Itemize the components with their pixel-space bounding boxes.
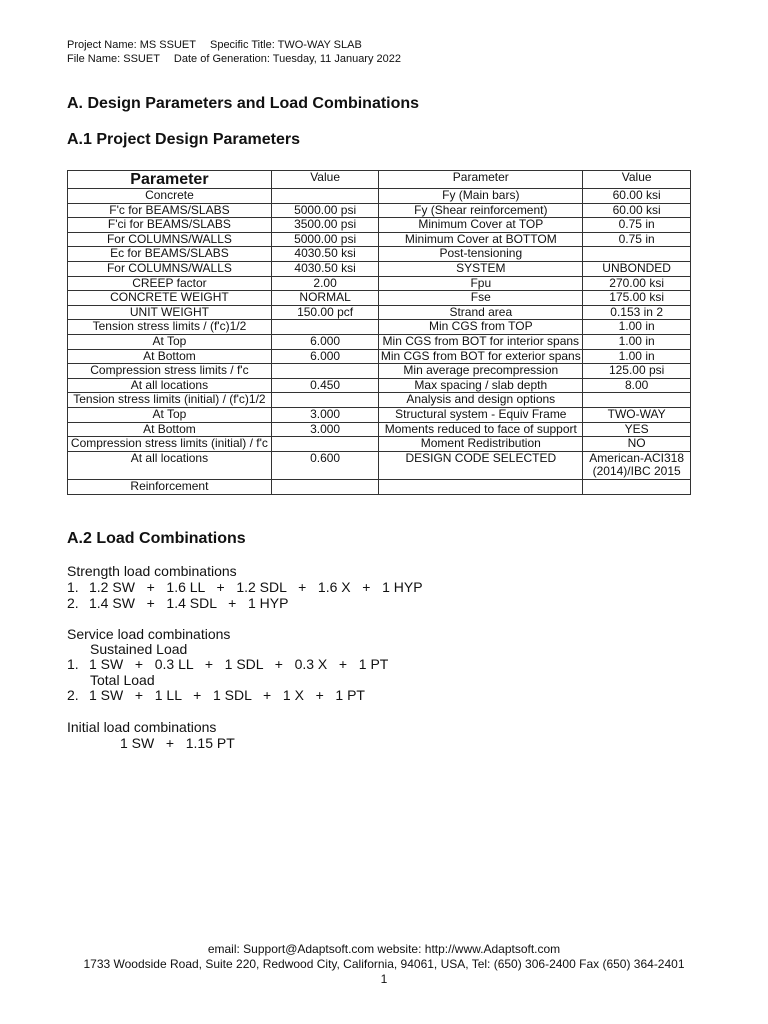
parameter-cell: Concrete bbox=[68, 189, 272, 204]
table-row bbox=[68, 276, 691, 291]
header-parameter-1: Parameter bbox=[68, 171, 272, 189]
value-cell: 150.00 pcf bbox=[271, 305, 378, 320]
value-cell: 4030.50 ksi bbox=[271, 261, 378, 276]
combo-number: 1. bbox=[67, 579, 79, 595]
parameter-cell: Fpu bbox=[379, 276, 583, 291]
parameter-cell: CREEP factor bbox=[68, 276, 272, 291]
value-cell: 0.600 bbox=[271, 451, 378, 479]
value-cell: 4030.50 ksi bbox=[271, 247, 378, 262]
service-combo-1 bbox=[67, 656, 388, 672]
parameter-cell: Fse bbox=[379, 291, 583, 306]
table-row bbox=[68, 378, 691, 393]
parameter-cell: Max spacing / slab depth bbox=[379, 378, 583, 393]
header-line-2 bbox=[67, 52, 401, 66]
table-row bbox=[68, 407, 691, 422]
parameter-cell: At Top bbox=[68, 407, 272, 422]
table-row bbox=[68, 232, 691, 247]
parameter-cell: Compression stress limits (initial) / f'c bbox=[68, 437, 272, 452]
value-cell: UNBONDED bbox=[583, 261, 691, 276]
combo-text: 1.4 SW + 1.4 SDL + 1 HYP bbox=[89, 595, 289, 611]
value-cell: 0.153 in 2 bbox=[583, 305, 691, 320]
parameter-cell: DESIGN CODE SELECTED bbox=[379, 451, 583, 479]
table-row bbox=[68, 479, 691, 494]
parameter-cell: SYSTEM bbox=[379, 261, 583, 276]
project-name: Project Name: MS SSUET bbox=[67, 39, 196, 51]
value-cell: 0.75 in bbox=[583, 218, 691, 233]
parameter-cell: Fy (Main bars) bbox=[379, 189, 583, 204]
initial-combo-1: 1 SW + 1.15 PT bbox=[120, 735, 235, 751]
footer-contact: email: Support@Adaptsoft.com website: http://www.Adaptsoft.com bbox=[207, 942, 561, 956]
sustained-load-label: Sustained Load bbox=[90, 641, 188, 657]
parameter-cell: Min CGS from TOP bbox=[379, 320, 583, 335]
parameter-cell: F'ci for BEAMS/SLABS bbox=[68, 218, 272, 233]
parameter-cell bbox=[379, 479, 583, 494]
document-header bbox=[67, 38, 401, 66]
table-row bbox=[68, 305, 691, 320]
value-cell bbox=[271, 479, 378, 494]
parameter-cell: Analysis and design options bbox=[379, 393, 583, 408]
parameter-cell: Moments reduced to face of support bbox=[379, 422, 583, 437]
strength-combo-1 bbox=[67, 579, 423, 595]
value-cell bbox=[271, 364, 378, 379]
header-line-1 bbox=[67, 38, 401, 52]
footer-address: 1733 Woodside Road, Suite 220, Redwood City, California, 94061, USA, Tel: (650) 306-2400 Fax (650) 364-2401 bbox=[83, 957, 685, 971]
design-parameters-table bbox=[67, 170, 691, 495]
table-row bbox=[68, 334, 691, 349]
date-of-generation: Date of Generation: Tuesday, 11 January 2022 bbox=[173, 53, 401, 65]
value-cell: 6.000 bbox=[271, 334, 378, 349]
strength-combo-2 bbox=[67, 595, 288, 611]
value-cell: 1.00 in bbox=[583, 334, 691, 349]
value-cell: 1.00 in bbox=[583, 320, 691, 335]
parameter-cell: Strand area bbox=[379, 305, 583, 320]
value-cell: NORMAL bbox=[271, 291, 378, 306]
parameter-cell: At Bottom bbox=[68, 422, 272, 437]
header-value-2: Value bbox=[583, 171, 691, 189]
section-a1-heading: A.1 Project Design Parameters bbox=[67, 131, 300, 148]
specific-title: Specific Title: TWO-WAY SLAB bbox=[209, 39, 362, 51]
value-cell bbox=[271, 189, 378, 204]
table-row bbox=[68, 247, 691, 262]
header-parameter-2: Parameter bbox=[379, 171, 583, 189]
value-cell: 5000.00 psi bbox=[271, 232, 378, 247]
table-row bbox=[68, 349, 691, 364]
section-a2-heading: A.2 Load Combinations bbox=[67, 530, 246, 547]
value-cell: 3.000 bbox=[271, 422, 378, 437]
parameter-cell: Min CGS from BOT for interior spans bbox=[379, 334, 583, 349]
table-row bbox=[68, 451, 691, 479]
value-cell: 125.00 psi bbox=[583, 364, 691, 379]
table-body bbox=[68, 189, 691, 495]
parameter-cell: At all locations bbox=[68, 378, 272, 393]
value-cell bbox=[271, 393, 378, 408]
table-row bbox=[68, 291, 691, 306]
value-cell bbox=[583, 479, 691, 494]
parameter-cell: Min average precompression bbox=[379, 364, 583, 379]
initial-combinations-title: Initial load combinations bbox=[67, 719, 217, 735]
parameter-cell: Minimum Cover at BOTTOM bbox=[379, 232, 583, 247]
value-cell: 1.00 in bbox=[583, 349, 691, 364]
value-cell: 175.00 ksi bbox=[583, 291, 691, 306]
table-row bbox=[68, 261, 691, 276]
combo-number: 2. bbox=[67, 687, 79, 703]
table-row bbox=[68, 364, 691, 379]
value-cell: 5000.00 psi bbox=[271, 203, 378, 218]
combo-number: 2. bbox=[67, 595, 79, 611]
combo-text: 1.2 SW + 1.6 LL + 1.2 SDL + 1.6 X + 1 HYP bbox=[89, 579, 423, 595]
value-cell: TWO-WAY bbox=[583, 407, 691, 422]
value-cell: American-ACI318 (2014)/IBC 2015 bbox=[583, 451, 691, 479]
table-row bbox=[68, 422, 691, 437]
table-row bbox=[68, 203, 691, 218]
value-cell: 2.00 bbox=[271, 276, 378, 291]
parameter-cell: Minimum Cover at TOP bbox=[379, 218, 583, 233]
parameter-cell: For COLUMNS/WALLS bbox=[68, 232, 272, 247]
value-cell: YES bbox=[583, 422, 691, 437]
parameter-cell: Reinforcement bbox=[68, 479, 272, 494]
page-number: 1 bbox=[380, 972, 388, 986]
value-cell bbox=[271, 437, 378, 452]
header-value-1: Value bbox=[271, 171, 378, 189]
parameter-cell: At Bottom bbox=[68, 349, 272, 364]
value-cell bbox=[583, 247, 691, 262]
table-header-row bbox=[68, 171, 691, 189]
file-name: File Name: SSUET bbox=[67, 53, 160, 65]
parameter-cell: Fy (Shear reinforcement) bbox=[379, 203, 583, 218]
value-cell bbox=[583, 393, 691, 408]
combo-number: 1. bbox=[67, 656, 79, 672]
parameter-cell: Min CGS from BOT for exterior spans bbox=[379, 349, 583, 364]
value-cell: 0.75 in bbox=[583, 232, 691, 247]
combo-text: 1 SW + 0.3 LL + 1 SDL + 0.3 X + 1 PT bbox=[89, 656, 389, 672]
value-cell: 0.450 bbox=[271, 378, 378, 393]
parameter-cell: Moment Redistribution bbox=[379, 437, 583, 452]
value-cell bbox=[271, 320, 378, 335]
parameter-cell: Tension stress limits (initial) / (f'c)1/2 bbox=[68, 393, 272, 408]
parameter-cell: At all locations bbox=[68, 451, 272, 479]
section-a-heading: A. Design Parameters and Load Combinations bbox=[67, 95, 420, 112]
parameter-cell: Tension stress limits / (f'c)1/2 bbox=[68, 320, 272, 335]
table-row bbox=[68, 437, 691, 452]
parameter-cell: Ec for BEAMS/SLABS bbox=[68, 247, 272, 262]
parameter-cell: Compression stress limits / f'c bbox=[68, 364, 272, 379]
combo-text: 1 SW + 1 LL + 1 SDL + 1 X + 1 PT bbox=[89, 687, 365, 703]
value-cell: 3500.00 psi bbox=[271, 218, 378, 233]
value-cell: 6.000 bbox=[271, 349, 378, 364]
service-combinations-title: Service load combinations bbox=[67, 626, 231, 642]
parameter-cell: F'c for BEAMS/SLABS bbox=[68, 203, 272, 218]
value-cell: 60.00 ksi bbox=[583, 189, 691, 204]
table-row bbox=[68, 218, 691, 233]
parameter-cell: Post-tensioning bbox=[379, 247, 583, 262]
value-cell: 8.00 bbox=[583, 378, 691, 393]
parameter-cell: At Top bbox=[68, 334, 272, 349]
table-row bbox=[68, 393, 691, 408]
parameter-cell: Structural system - Equiv Frame bbox=[379, 407, 583, 422]
value-cell: 3.000 bbox=[271, 407, 378, 422]
parameter-cell: CONCRETE WEIGHT bbox=[68, 291, 272, 306]
value-cell: 60.00 ksi bbox=[583, 203, 691, 218]
table-row bbox=[68, 189, 691, 204]
parameter-cell: For COLUMNS/WALLS bbox=[68, 261, 272, 276]
strength-combinations-title: Strength load combinations bbox=[67, 563, 237, 579]
table-row bbox=[68, 320, 691, 335]
service-combo-2 bbox=[67, 687, 365, 703]
parameter-cell: UNIT WEIGHT bbox=[68, 305, 272, 320]
value-cell: 270.00 ksi bbox=[583, 276, 691, 291]
total-load-label: Total Load bbox=[90, 672, 155, 688]
value-cell: NO bbox=[583, 437, 691, 452]
